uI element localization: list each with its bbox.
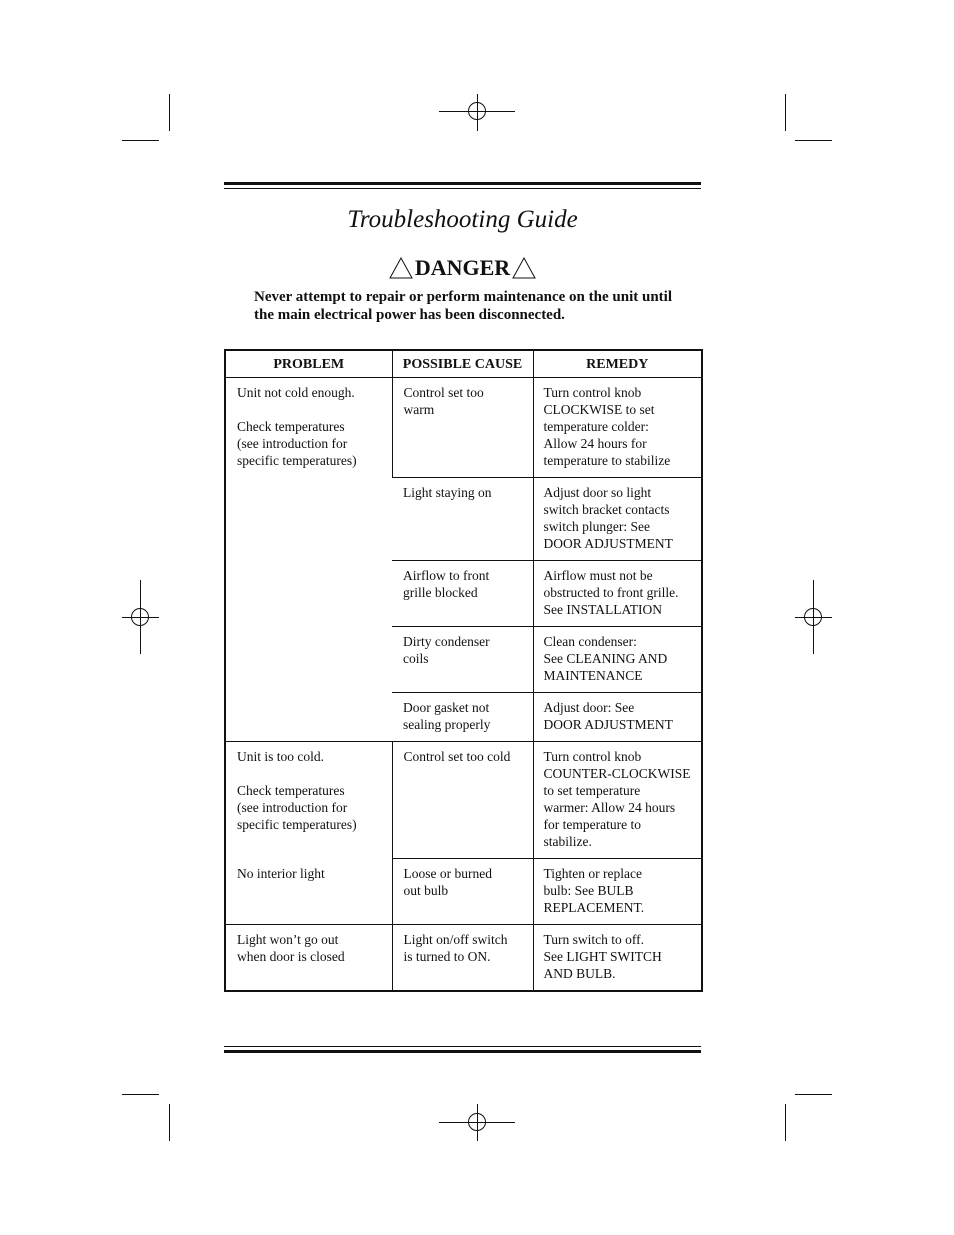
cause-cell: Airflow to front grille blocked [392,561,533,627]
problem-cell: Light won’t go out when door is closed [225,925,392,992]
remedy-cell: Turn switch to off. See LIGHT SWITCH AND BULB. [533,925,702,992]
cause-cell: Light on/off switch is turned to ON. [392,925,533,992]
crop-mark-top-left-v [169,94,170,131]
remedy-cell: Clean condenser: See CLEANING AND MAINTENANCE [533,627,702,693]
crop-mark-top-left-h [122,140,159,141]
danger-heading [224,252,701,284]
registration-bottom-circle [468,1113,486,1131]
remedy-cell: Adjust door: See DOOR ADJUSTMENT [533,693,702,742]
cause-cell: Control set too cold [392,742,533,859]
cause-cell: Loose or burned out bulb [392,859,533,925]
remedy-cell: Turn control knob CLOCKWISE to set temperature colder: Allow 24 hours for temperature to stabilize [533,378,702,478]
problem-cell: No interior light [237,865,325,881]
crop-mark-bottom-left-h [122,1094,159,1095]
warning-triangle-icon [389,257,413,279]
header-possible-cause: POSSIBLE CAUSE [392,350,533,378]
top-rule-thick [224,182,701,185]
cause-cell: Dirty condenser coils [392,627,533,693]
remedy-cell: Turn control knob COUNTER-CLOCKWISE to set temperature warmer: Allow 24 hours for temperature to stabilize. [533,742,702,859]
troubleshooting-table [224,349,703,992]
crop-mark-top-right-v [785,94,786,131]
crop-mark-bottom-left-v [169,1104,170,1141]
crop-mark-bottom-right-v [785,1104,786,1141]
remedy-cell: Adjust door so light switch bracket contacts switch plunger: See DOOR ADJUSTMENT [533,478,702,561]
danger-label: DANGER [414,255,511,280]
warning-triangle-icon [512,257,536,279]
top-rule-thin [224,188,701,189]
cause-cell: Light staying on [392,478,533,561]
table-header-row [225,350,702,378]
table-row [225,859,702,925]
danger-warning-text: Never attempt to repair or perform maintenance on the unit until the main electrical power has been disconnected. [254,289,673,323]
registration-left-circle [131,608,149,626]
bottom-rule-thin [224,1046,701,1047]
header-remedy: REMEDY [533,350,702,378]
cause-cell: Door gasket not sealing properly [392,693,533,742]
registration-top-circle [468,102,486,120]
header-problem: PROBLEM [225,350,392,378]
table-row [225,925,702,992]
table-row [225,742,702,859]
remedy-cell: Airflow must not be obstructed to front grille. See INSTALLATION [533,561,702,627]
table-row [225,378,702,478]
problem-cell: Unit not cold enough. Check temperatures (see introduction for specific temperatures) [225,378,392,742]
remedy-cell: Tighten or replace bulb: See BULB REPLACEMENT. [533,859,702,925]
registration-right-circle [804,608,822,626]
page-title: Troubleshooting Guide [347,206,578,233]
crop-mark-top-right-h [795,140,832,141]
cause-cell: Control set too warm [392,378,533,478]
bottom-rule-thick [224,1050,701,1053]
crop-mark-bottom-right-h [795,1094,832,1095]
problem-cell: Unit is too cold. Check temperatures (see introduction for specific temperatures) [225,742,392,859]
